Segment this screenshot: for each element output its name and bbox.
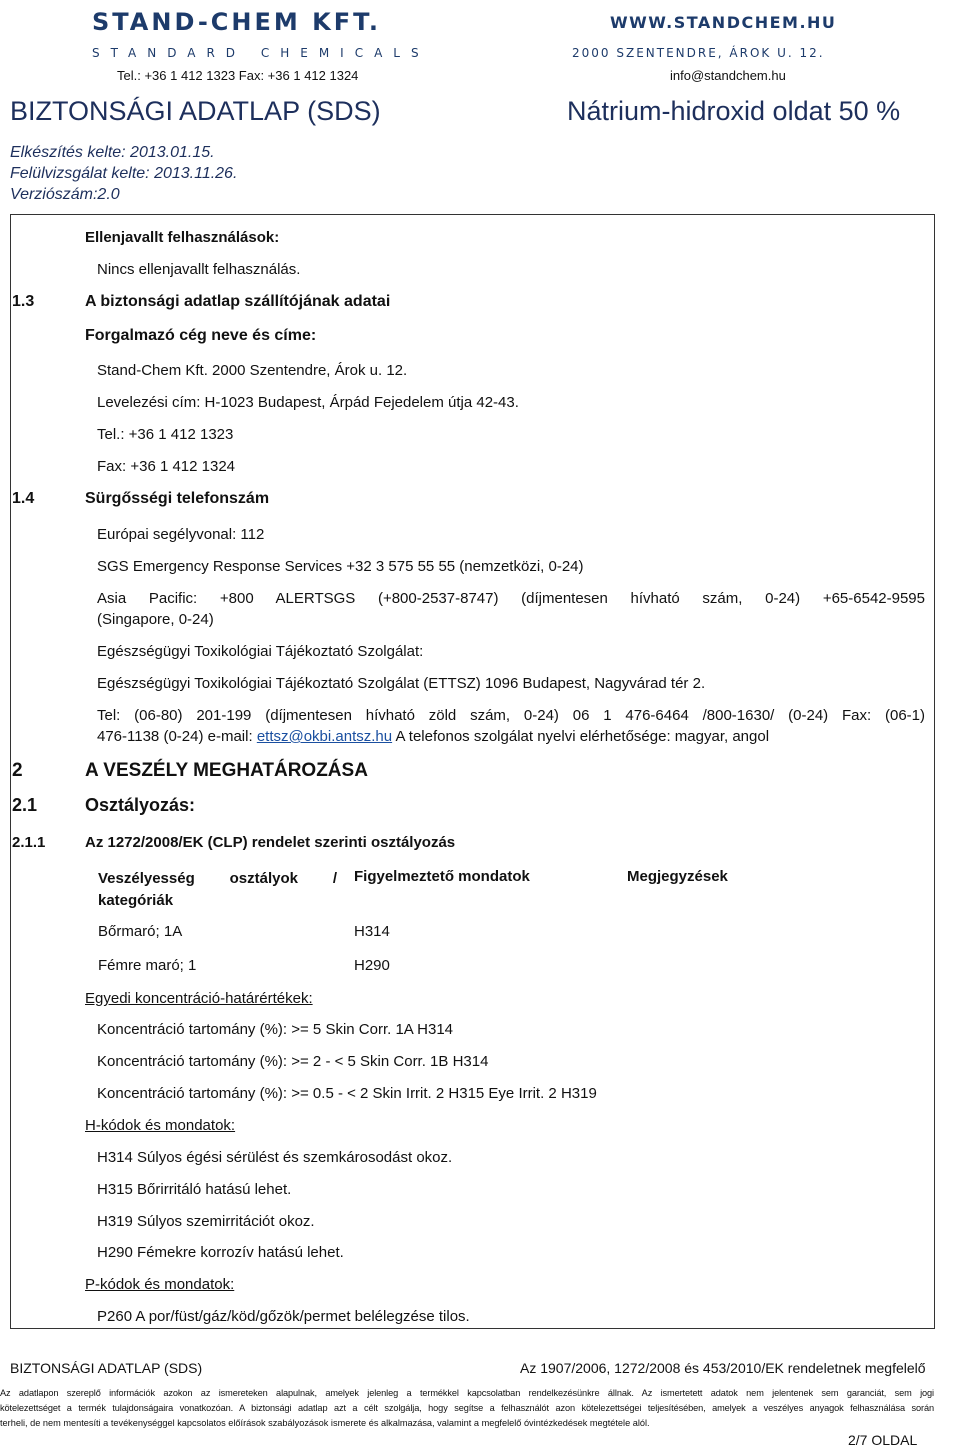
emergency-line-asia-cont: (Singapore, 0-24): [97, 611, 214, 628]
section-2-number: 2: [12, 760, 23, 781]
contact-phone-fax: Tel.: +36 1 412 1323 Fax: +36 1 412 1324: [117, 68, 359, 83]
footer-document-title: BIZTONSÁGI ADATLAP (SDS): [10, 1360, 203, 1376]
contact-email: info@standchem.hu: [670, 68, 786, 83]
emergency-line-eu: Európai segélyvonal: 112: [97, 526, 265, 543]
section-2-title: A VESZÉLY MEGHATÁROZÁSA: [85, 760, 368, 781]
created-date: Elkészítés kelte: 2013.01.15.: [10, 144, 215, 161]
version-number: Verziószám:2.0: [10, 186, 120, 203]
supplier-subtitle: Forgalmazó cég neve és címe:: [85, 327, 317, 344]
footer-disclaimer: Az adatlapon szereplő információk azokon az ismereteken alapulnak, amelyek jelenleg a termékkel kapcsolatban rendelkezésünkre állnak. Az ismertetett adatok nem jelentenek sem garanciát, sem jogi: [0, 1388, 934, 1398]
table-cell-class: Bőrmaró; 1A: [98, 923, 183, 940]
toxicology-service-heading: Egészségügyi Toxikológiai Tájékoztató Szolgálat:: [97, 643, 424, 660]
section-2-1-1-number: 2.1.1: [12, 834, 46, 851]
revised-date: Felülvizsgálat kelte: 2013.11.26.: [10, 165, 238, 182]
company-address: 2000 SZENTENDRE, ÁROK U. 12.: [572, 46, 825, 60]
section-2-1-title: Osztályozás:: [85, 795, 196, 815]
supplier-line: Levelezési cím: H-1023 Budapest, Árpád Fejedelem útja 42-43.: [97, 394, 519, 411]
contact-text: 476-1138 (0-24) e-mail:: [97, 728, 257, 745]
table-header-hazard-statements: Figyelmeztető mondatok: [354, 868, 530, 885]
website-text: WWW.STANDCHEM.HU: [610, 13, 837, 32]
p-code-item: P260 A por/füst/gáz/köd/gőzök/permet belélegzése tilos.: [97, 1308, 470, 1325]
section-2-1-1-title: Az 1272/2008/EK (CLP) rendelet szerinti osztályozás: [85, 834, 456, 851]
section-1-4-number: 1.4: [12, 490, 35, 507]
product-name: Nátrium-hidroxid oldat 50 %: [567, 96, 901, 126]
concentration-limit-item: Koncentráció tartomány (%): >= 0.5 - < 2 Skin Irrit. 2 H315 Eye Irrit. 2 H319: [97, 1085, 597, 1102]
concentration-limit-item: Koncentráció tartomány (%): >= 2 - < 5 Skin Corr. 1B H314: [97, 1053, 489, 1070]
section-1-4-title: Sürgősségi telefonszám: [85, 490, 270, 507]
emergency-line-sgs: SGS Emergency Response Services +32 3 575 55 55 (nemzetközi, 0-24): [97, 558, 584, 575]
section-1-3-number: 1.3: [12, 293, 35, 310]
section-2-1-number: 2.1: [12, 795, 38, 815]
table-header-hazard-class: Veszélyesség osztályok / kategóriák: [98, 870, 337, 909]
footer-disclaimer: kötelezettséget a termék tulajdonságaira vonatkozóan. A biztonsági adatlap azt a célt szolgálja, hogy segítse a felhasználót azon kötelezettségei teljesítésében, amelyek a veszélyes anyagok felhasználása során: [0, 1403, 934, 1413]
page-number: 2/7 OLDAL: [848, 1432, 918, 1448]
toxicology-contact-line: [97, 728, 769, 745]
concentration-limits-heading: Egyedi koncentráció-határértékek:: [85, 990, 313, 1007]
company-subtitle: STANDARD CHEMICALS: [92, 46, 430, 60]
h-code-item: H290 Fémekre korrozív hatású lehet.: [97, 1244, 344, 1261]
h-codes-heading: H-kódok és mondatok:: [85, 1117, 236, 1134]
toxicology-phone-line: Tel: (06-80) 201-199 (díjmentesen hívható zöld szám, 0-24) 06 1 476-6464 /800-1630/ (0-24) Fax: (06-1): [97, 707, 925, 724]
toxicology-service-address: Egészségügyi Toxikológiai Tájékoztató Szolgálat (ETTSZ) 1096 Budapest, Nagyvárad tér 2.: [97, 675, 706, 692]
supplier-line: Fax: +36 1 412 1324: [97, 458, 236, 475]
p-codes-heading: P-kódok és mondatok:: [85, 1276, 235, 1293]
supplier-line: Stand-Chem Kft. 2000 Szentendre, Árok u. 12.: [97, 362, 408, 379]
contact-text: A telefonos szolgálat nyelvi elérhetősége: magyar, angol: [392, 728, 770, 745]
section-1-3-title: A biztonsági adatlap szállítójának adatai: [85, 293, 391, 310]
email-link[interactable]: ettsz@okbi.antsz.hu: [256, 728, 393, 745]
emergency-line-asia: Asia Pacific: +800 ALERTSGS (+800-2537-8747) (díjmentesen hívható szám, 0-24) +65-6542-9595: [97, 590, 925, 607]
h-code-item: H315 Bőrirritáló hatású lehet.: [97, 1181, 292, 1198]
table-header-remarks: Megjegyzések: [627, 868, 728, 885]
table-cell-statement: H314: [354, 923, 390, 940]
supplier-line: Tel.: +36 1 412 1323: [97, 426, 234, 443]
concentration-limit-item: Koncentráció tartomány (%): >= 5 Skin Corr. 1A H314: [97, 1021, 454, 1038]
contraindicated-uses-heading: Ellenjavallt felhasználások:: [85, 229, 280, 246]
document-title: BIZTONSÁGI ADATLAP (SDS): [10, 96, 381, 126]
h-code-item: H314 Súlyos égési sérülést és szemkárosodást okoz.: [97, 1149, 453, 1166]
footer-regulation: Az 1907/2006, 1272/2008 és 453/2010/EK rendeletnek megfelelő: [520, 1360, 926, 1376]
table-cell-class: Fémre maró; 1: [98, 957, 197, 974]
h-code-item: H319 Súlyos szemirritációt okoz.: [97, 1213, 315, 1230]
footer-disclaimer: terheli, de nem mentesíti a tevékenységgel kapcsolatos előírások szabályozások ismerete és alkalmazása, valamint a megfelelő óvintézkedések megtétele alól.: [0, 1418, 650, 1428]
table-cell-statement: H290: [354, 957, 390, 974]
contraindicated-uses-text: Nincs ellenjavallt felhasználás.: [97, 261, 301, 278]
company-logo-text: STAND-CHEM KFT.: [92, 8, 381, 36]
